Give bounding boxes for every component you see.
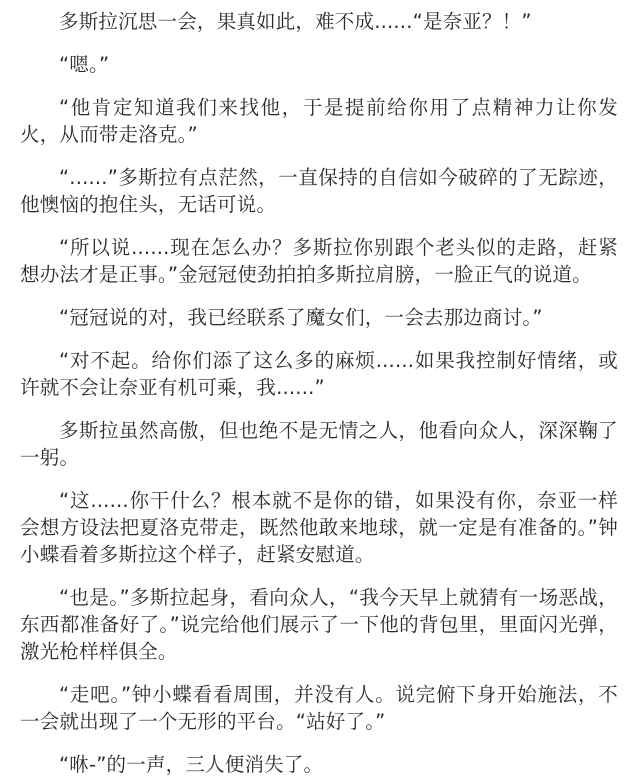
paragraph: “所以说......现在怎么办？多斯拉你别跟个老头似的走路，赶紧想办法才是正事。”金冠冠使劲拍拍多斯拉肩膀，一脸正气的说道。 [20, 236, 618, 286]
paragraph: “对不起。给你们添了这么多的麻烦......如果我控制好情绪，或许就不会让奈亚有机可乘，我......” [20, 349, 618, 399]
paragraph: “冠冠说的对，我已经联系了魔女们，一会去那边商讨。” [59, 306, 543, 329]
paragraph: “咻-”的一声，三人便消失了。 [59, 753, 324, 776]
paragraph: “......”多斯拉有点茫然，一直保持的自信如今破碎的了无踪迹，他懊恼的抱住头，无话可说。 [20, 166, 618, 216]
paragraph: “走吧。”钟小蝶看看周围，并没有人。说完俯下身开始施法，不一会就出现了一个无形的平台。“站好了。” [20, 683, 618, 733]
paragraph: “也是。”多斯拉起身，看向众人，“我今天早上就猜有一场恶战，东西都准备好了。”说完给他们展示了一下他的背包里，里面闪光弹，激光枪样样俱全。 [20, 586, 618, 663]
paragraph: “嗯。” [59, 53, 110, 76]
paragraph: “这......你干什么？根本就不是你的错，如果没有你，奈亚一样会想方设法把夏洛克带走，既然他敢来地球，就一定是有准备的。”钟小蝶看着多斯拉这个样子，赶紧安慰道。 [20, 489, 618, 566]
paragraph: “他肯定知道我们来找他，于是提前给你用了点精神力让你发火，从而带走洛克。” [20, 96, 618, 146]
paragraph: 多斯拉虽然高傲，但也绝不是无情之人，他看向众人，深深鞠了一躬。 [20, 419, 618, 469]
paragraph: 多斯拉沉思一会，果真如此，难不成......“是奈亚？！” [59, 10, 532, 33]
